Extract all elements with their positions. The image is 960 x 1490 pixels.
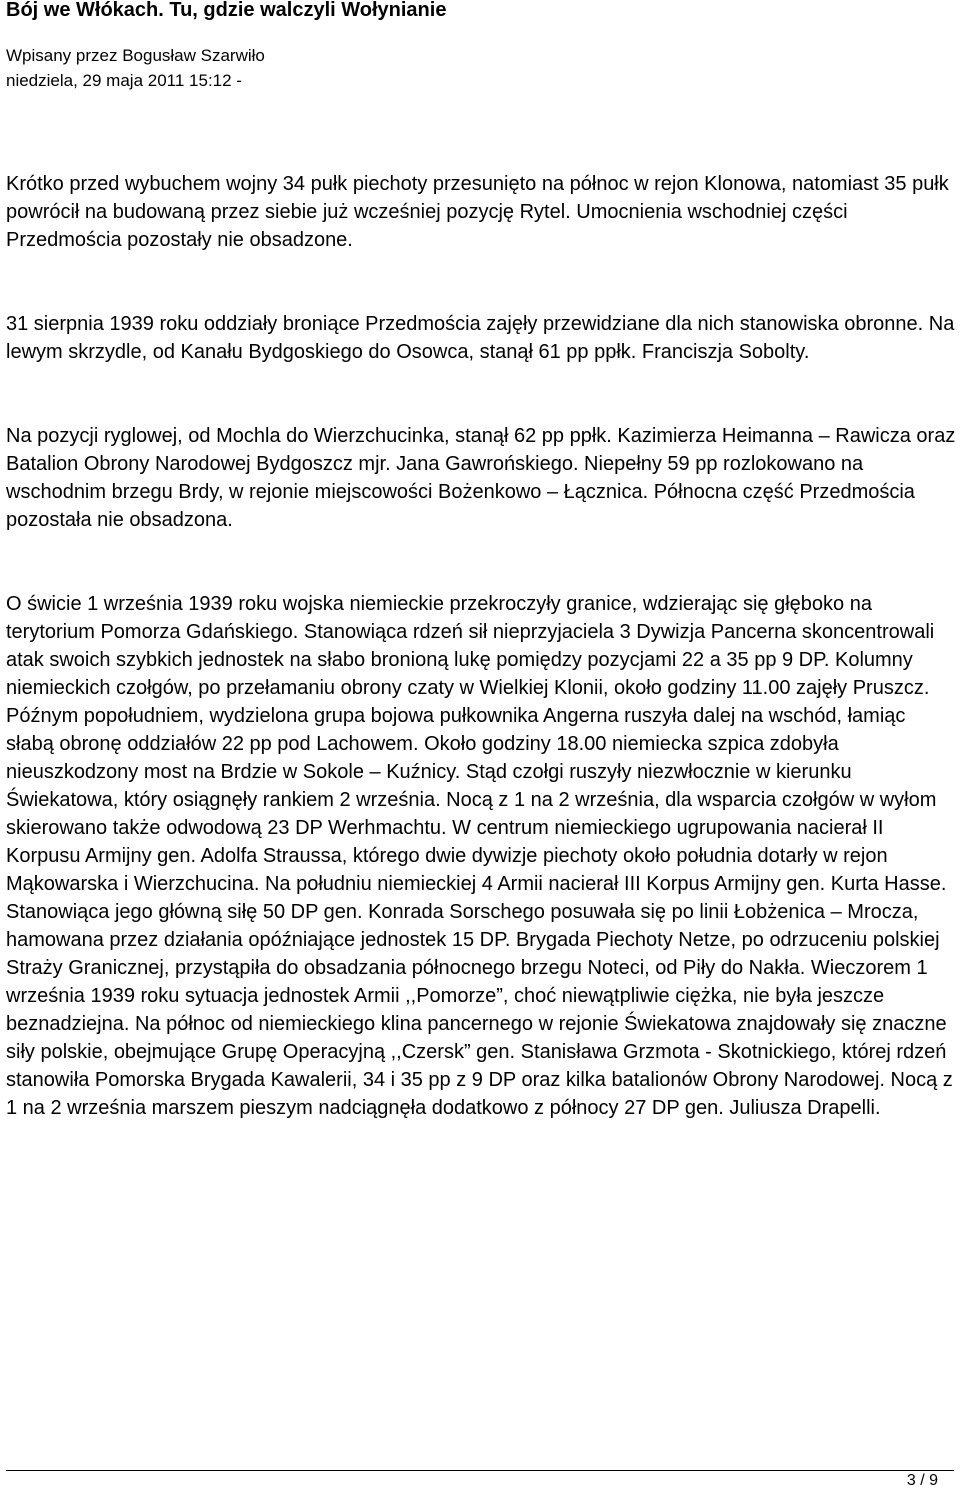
paragraph: 31 sierpnia 1939 roku oddziały broniące Przedmościa zajęły przewidziane dla nich stanowiska obronne. Na lewym skrzydle, od Kanału Bydgoskiego do Osowca, stanął 61 pp ppłk. Franciszja Sobolty. bbox=[6, 313, 955, 363]
paragraph: Krótko przed wybuchem wojny 34 pułk piechoty przesunięto na północ w rejon Klonowa, natomiast 35 pułk powrócił na budowaną przez siebie już wcześniej pozycję Rytel. Umocnienia wschodniej części Przedmościa pozostały nie obsadzone. bbox=[6, 173, 949, 251]
footer-divider bbox=[6, 1470, 954, 1471]
article-body bbox=[6, 170, 956, 1178]
article-title: Bój we Włókach. Tu, gdzie walczyli Wołynianie bbox=[6, 0, 447, 21]
paragraph: Na pozycji ryglowej, od Mochla do Wierzchucinka, stanął 62 pp ppłk. Kazimierza Heimanna – Rawicza oraz Batalion Obrony Narodowej Bydgoszcz mjr. Jana Gawrońskiego. Niepełny 59 pp rozlokowano na wschodnim brzegu Brdy, w rejonie miejscowości Bożenkowo – Łącznica. Północna część Przedmościa pozostała nie obsadzona. bbox=[6, 425, 956, 531]
page-number: 3 / 9 bbox=[906, 1472, 938, 1489]
publish-date: niedziela, 29 maja 2011 15:12 - bbox=[6, 71, 242, 90]
paragraph: O świcie 1 września 1939 roku wojska niemieckie przekroczyły granice, wdzierając się głęboko na terytorium Pomorza Gdańskiego. Stanowiąca rdzeń sił nieprzyjaciela 3 Dywizja Pancerna skoncentrowali atak swoich szybkich jednostek na słabo bronioną lukę pomiędzy pozycjami 22 a 35 pp 9 DP. Kolumny niemieckich czołgów, po przełamaniu obrony czaty w Wielkiej Klonii, około godziny 11.00 zajęły Pruszcz. Późnym popołudniem, wydzielona grupa bojowa pułkownika Angerna ruszyła dalej na wschód, łamiąc słabą obronę oddziałów 22 pp pod Lachowem. Około godziny 18.00 niemiecka szpica zdobyła nieuszkodzony most na Brdzie w Sokole – Kuźnicy. Stąd czołgi ruszyły niezwłocznie w kierunku Świekatowa, który osiągnęły rankiem 2 września. Nocą z 1 na 2 września, dla wsparcia czołgów w wyłom skierowano także odwodową 23 DP Werhmachtu. W centrum niemieckiego ugrupowania nacierał II Korpusu Armijny gen. Adolfa Straussa, którego dwie dywizje piechoty około południa dotarły w rejon Mąkowarska i Wierzchucina. Na południu niemieckiej 4 Armii nacierał III Korpus Armijny gen. Kurta Hasse. Stanowiąca jego główną siłę 50 DP gen. Konrada Sorschego posuwała się po linii Łobżenica – Mrocza, hamowana przez działania opóźniające jednostek 15 DP. Brygada Piechoty Netze, po odrzuceniu polskiej Straży Granicznej, przystąpiła do obsadzania północnego brzegu Noteci, od Piły do Nakła. Wieczorem 1 września 1939 roku sytuacja jednostek Armii ,,Pomorze”, choć niewątpliwie ciężka, nie była jeszcze beznadziejna. Na północ od niemieckiego klina pancernego w rejonie Świekatowa znajdowały się znaczne siły polskie, obejmujące Grupę Operacyjną ,,Czersk” gen. Stanisława Grzmota - Skotnickiego, której rdzeń stanowiła Pomorska Brygada Kawalerii, 34 i 35 pp z 9 DP oraz kilka batalionów Obrony Narodowej. Nocą z 1 na 2 września marszem pieszym nadciągnęła dodatkowo z północy 27 DP gen. Juliusza Drapelli. bbox=[6, 593, 953, 1119]
author-line: Wpisany przez Bogusław Szarwiło bbox=[6, 46, 265, 65]
